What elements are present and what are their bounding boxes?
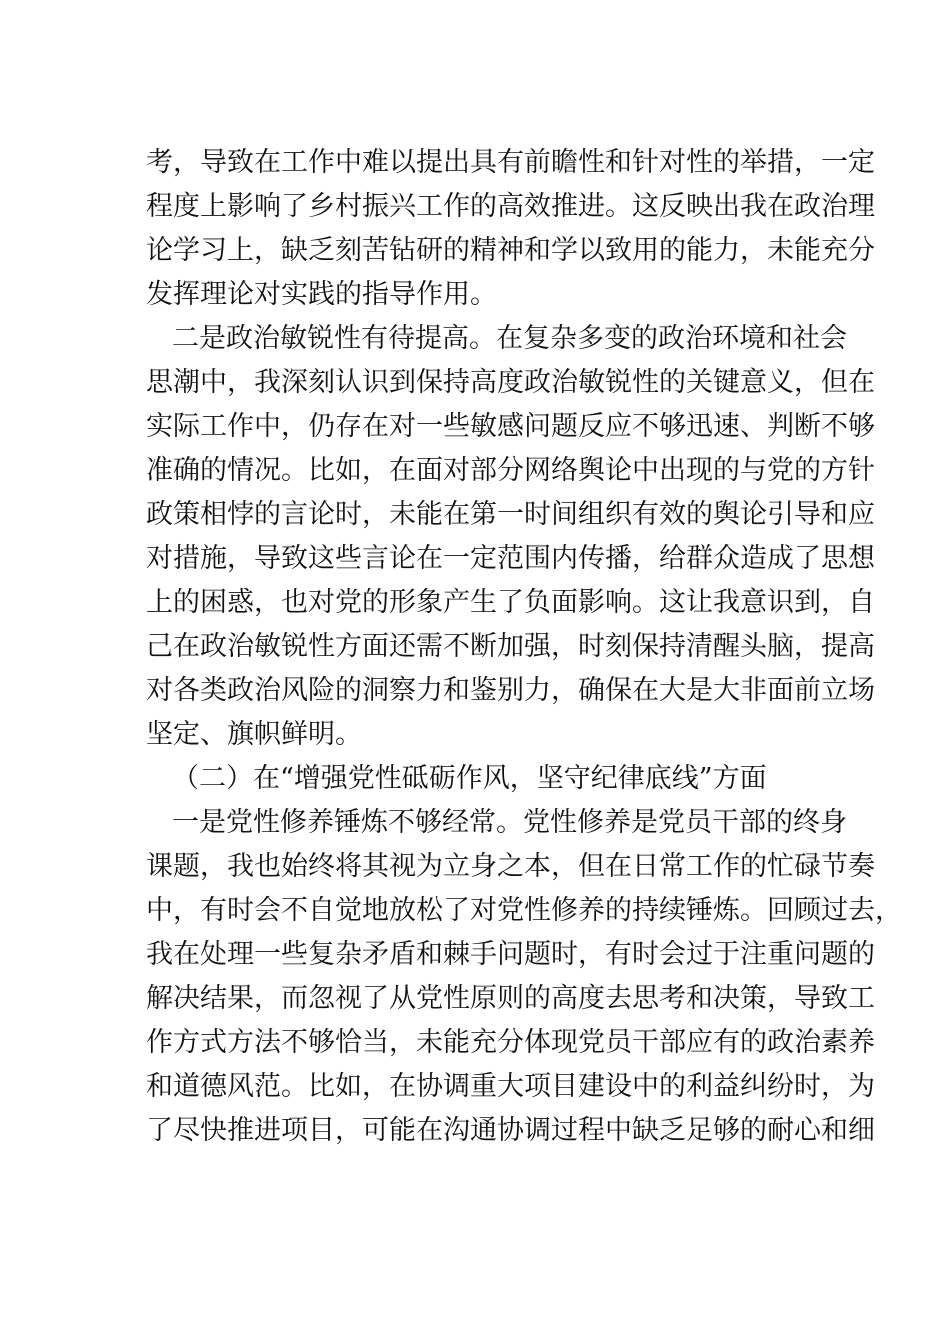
text-line: 解决结果，而忽视了从党性原则的高度去思考和决策，导致工 (146, 983, 875, 1014)
text-line: 论学习上，缺乏刻苦钻研的精神和学以致用的能力，未能充分 (146, 235, 875, 266)
text-line: 对各类政治风险的洞察力和鉴别力，确保在大是大非面前立场 (146, 675, 875, 706)
text-line: 实际工作中，仍存在对一些敏感问题反应不够迅速、判断不够 (146, 411, 875, 442)
text-line: 准确的情况。比如，在面对部分网络舆论中出现的与党的方针 (146, 455, 875, 486)
text-line: 上的困惑，也对党的形象产生了负面影响。这让我意识到，自 (146, 587, 875, 618)
section-heading: （二）在“增强党性砥砺作风，坚守纪律底线”方面 (172, 763, 767, 794)
text-line: 作方式方法不够恰当，未能充分体现党员干部应有的政治素养 (146, 1027, 875, 1058)
text-line: 程度上影响了乡村振兴工作的高效推进。这反映出我在政治理 (146, 191, 875, 222)
text-line: 思潮中，我深刻认识到保持高度政治敏锐性的关键意义，但在 (146, 367, 875, 398)
text-line: 中，有时会不自觉地放松了对党性修养的持续锤炼。回顾过去， (146, 895, 902, 926)
text-line: 己在政治敏锐性方面还需不断加强，时刻保持清醒头脑，提高 (146, 631, 875, 662)
text-line: 课题，我也始终将其视为立身之本，但在日常工作的忙碌节奏 (146, 851, 875, 882)
text-line: 我在处理一些复杂矛盾和棘手问题时，有时会过于注重问题的 (146, 939, 875, 970)
paragraph-start-line: 一是党性修养锤炼不够经常。党性修养是党员干部的终身 (172, 807, 847, 838)
text-line: 发挥理论对实践的指导作用。 (146, 279, 497, 310)
text-line: 坚定、旗帜鲜明。 (146, 719, 362, 750)
text-line: 政策相悖的言论时，未能在第一时间组织有效的舆论引导和应 (146, 499, 875, 530)
text-line: 了尽快推进项目，可能在沟通协调过程中缺乏足够的耐心和细 (146, 1115, 875, 1146)
text-line: 考，导致在工作中难以提出具有前瞻性和针对性的举措，一定 (146, 147, 875, 178)
paragraph-start-line: 二是政治敏锐性有待提高。在复杂多变的政治环境和社会 (172, 323, 847, 354)
text-line: 对措施，导致这些言论在一定范围内传播，给群众造成了思想 (146, 543, 875, 574)
text-line: 和道德风范。比如，在协调重大项目建设中的利益纠纷时，为 (146, 1071, 875, 1102)
